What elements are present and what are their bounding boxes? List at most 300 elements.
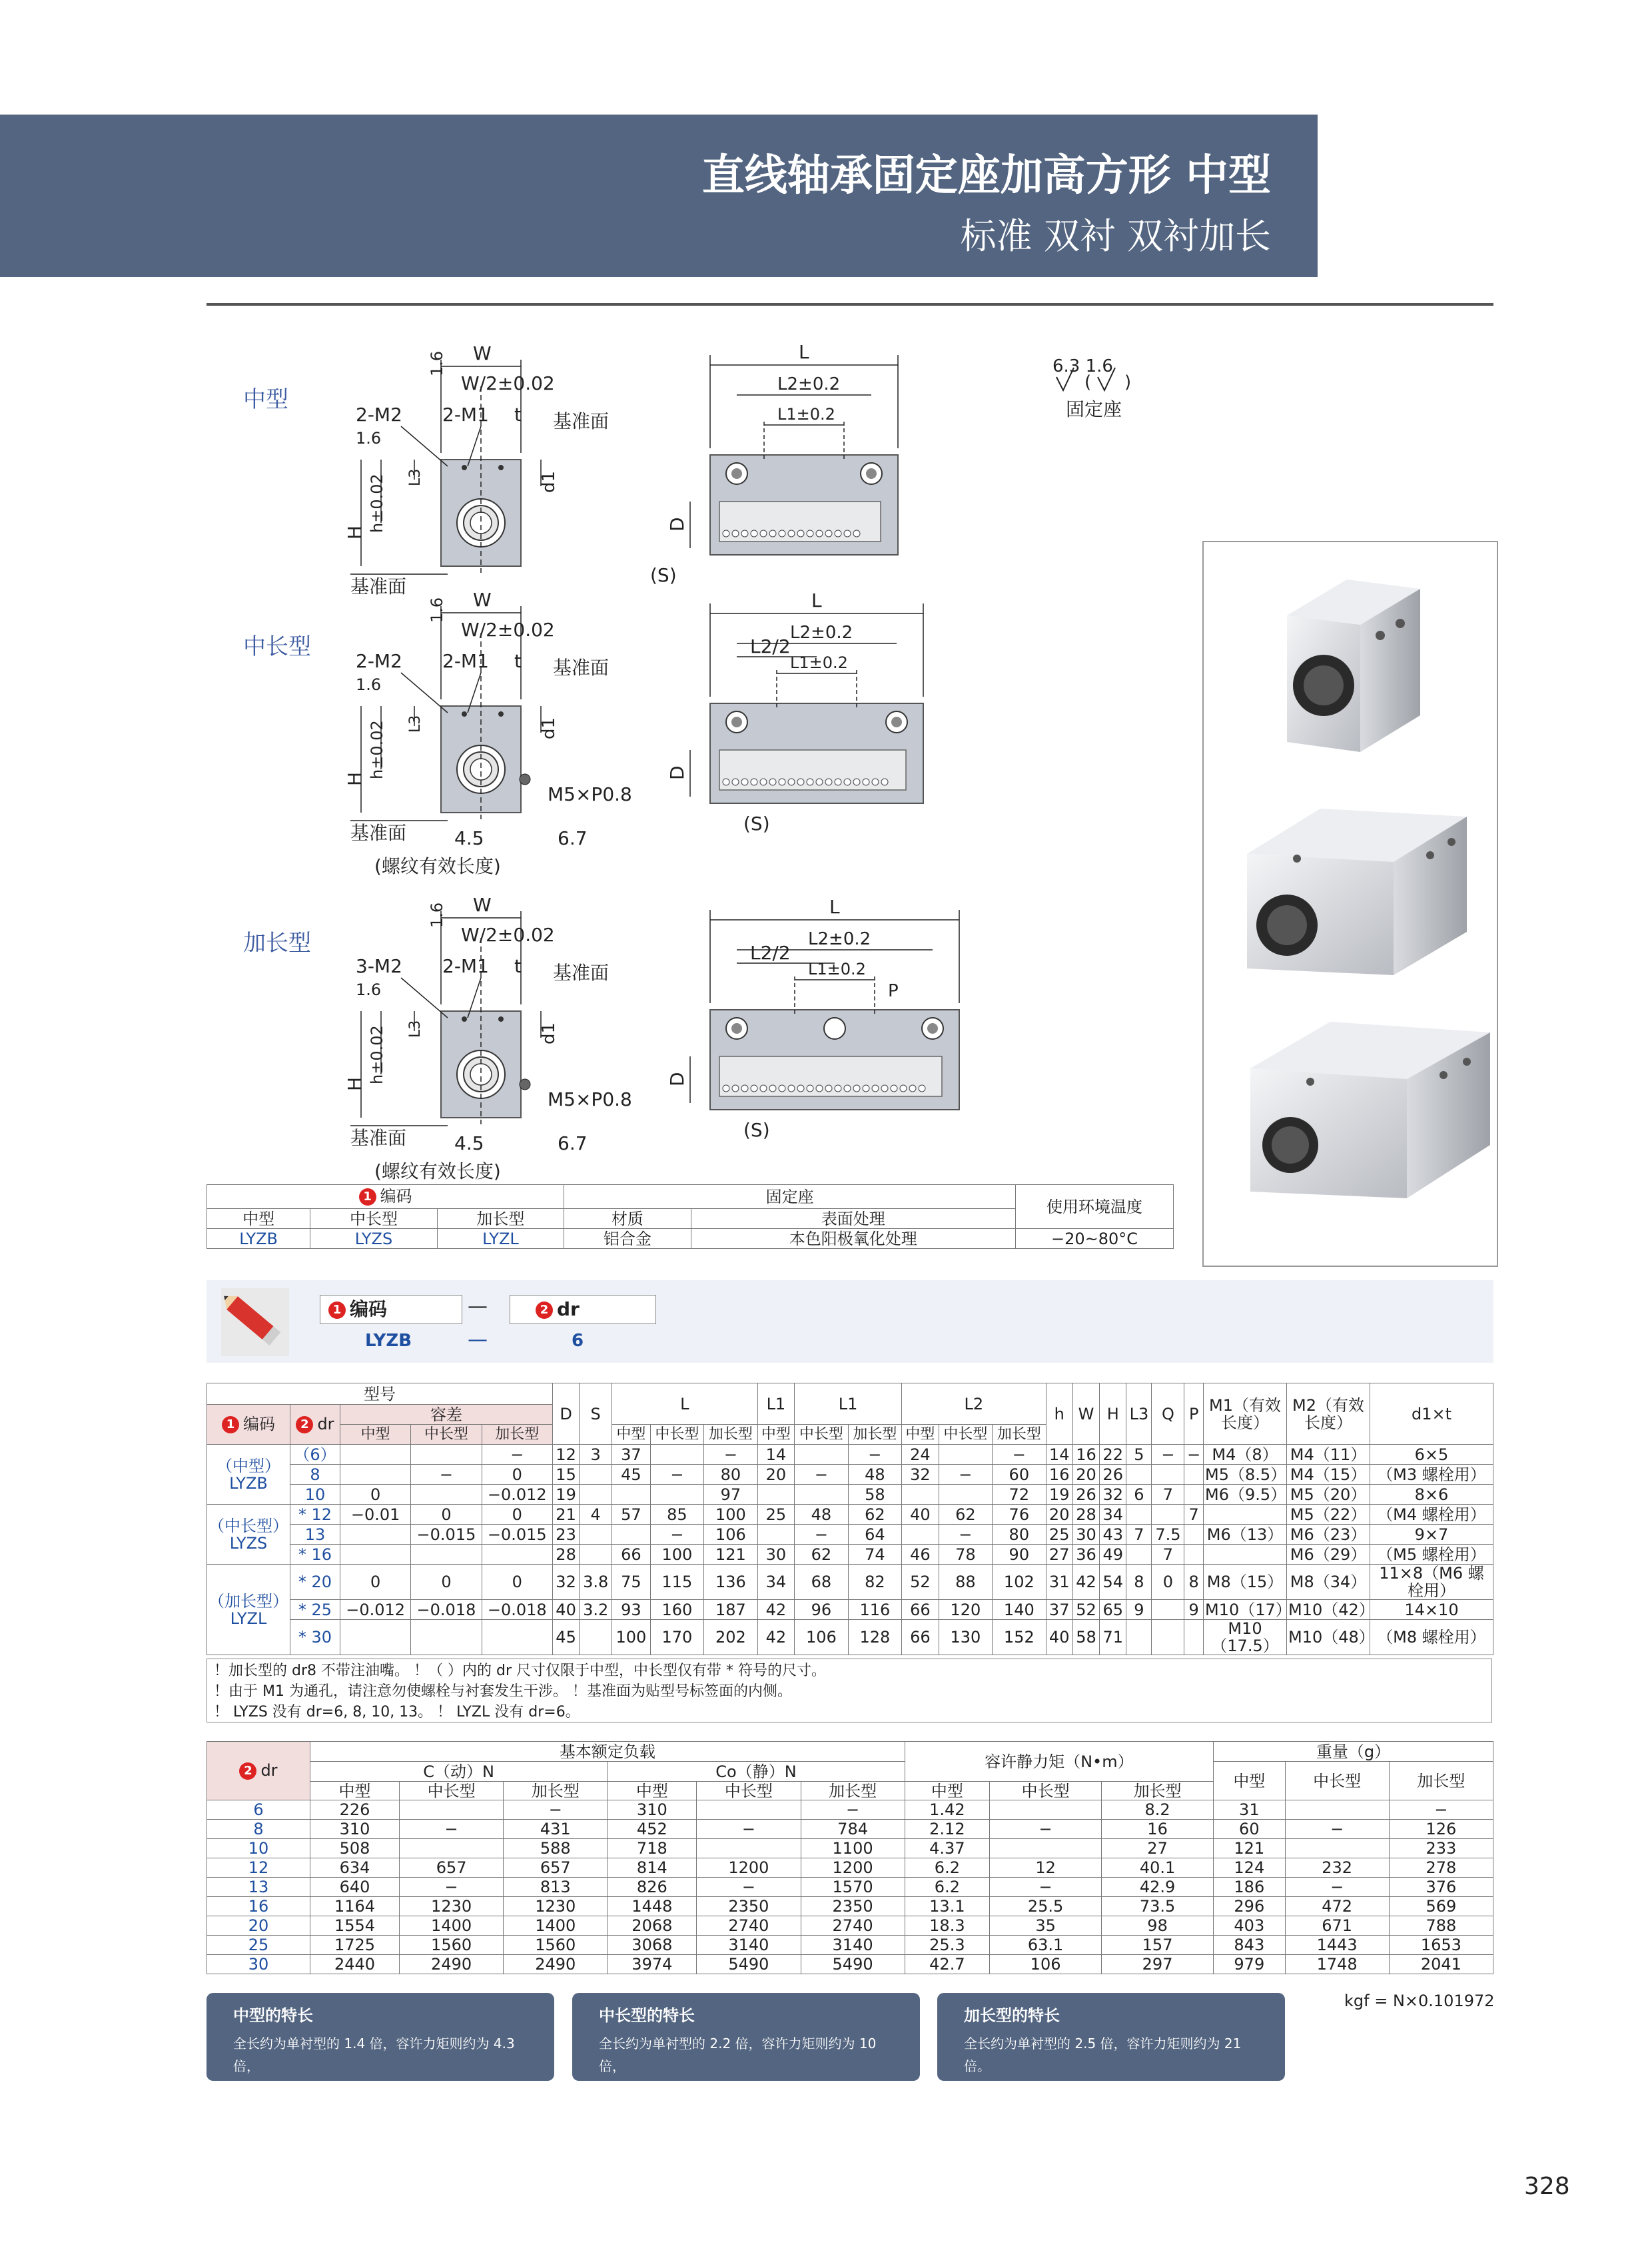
ball: [872, 1085, 879, 1092]
table-cell: （6）: [290, 1445, 340, 1465]
dim-subhead: 中长型: [939, 1425, 992, 1445]
ball: [853, 779, 860, 785]
table-cell: 34: [757, 1565, 795, 1600]
table-cell: −: [848, 1445, 901, 1465]
table-cell: 0: [482, 1565, 552, 1600]
load-subhead: 中型: [905, 1782, 989, 1800]
spec-cell: −20~80°C: [1016, 1229, 1174, 1249]
feature-title: 加长型的特长: [964, 2006, 1060, 2025]
pencil-icon: [218, 1286, 292, 1359]
table-cell: [340, 1465, 411, 1485]
bolt-hole: [731, 1023, 742, 1034]
product-photos: [1204, 542, 1497, 1266]
table-cell: 80: [704, 1465, 757, 1485]
table-cell: 121: [704, 1545, 757, 1565]
table-cell: −: [697, 1878, 801, 1897]
table-cell: 23: [552, 1525, 579, 1545]
table-cell: 45: [612, 1465, 651, 1485]
table-cell: 6.2: [905, 1858, 989, 1878]
table-cell: 1560: [504, 1936, 608, 1955]
table-cell: 296: [1214, 1897, 1285, 1916]
table-cell: 0: [340, 1485, 411, 1505]
table-cell: 20: [207, 1916, 310, 1936]
table-row: [207, 1820, 1493, 1839]
hole-mark: [462, 465, 467, 470]
table-cell: [1184, 1465, 1204, 1485]
table-cell: [400, 1839, 504, 1858]
table-cell: 106: [795, 1620, 848, 1655]
table-cell: −: [1285, 1878, 1389, 1897]
table-cell: 64: [848, 1525, 901, 1545]
table-cell: （M8 螺栓用）: [1370, 1620, 1493, 1655]
ball: [835, 779, 841, 785]
table-cell: 170: [650, 1620, 703, 1655]
table-cell: 60: [1214, 1820, 1285, 1839]
table-cell: 5: [1126, 1445, 1152, 1465]
table-cell: [580, 1465, 612, 1485]
ball: [900, 1085, 907, 1092]
dim-line: [468, 426, 481, 466]
load-subhead: 中长型: [697, 1782, 801, 1800]
table-cell: 42.9: [1102, 1878, 1214, 1897]
table-cell: 826: [608, 1878, 697, 1897]
group-label: （中型） LYZB: [207, 1445, 290, 1505]
table-cell: 48: [795, 1505, 848, 1525]
ball: [891, 1085, 897, 1092]
table-cell: * 20: [290, 1565, 340, 1600]
table-row: [207, 1620, 1493, 1655]
table-cell: 0: [482, 1505, 552, 1525]
table-cell: 979: [1214, 1955, 1285, 1974]
ball: [863, 1085, 869, 1092]
load-subhead: 加长型: [1389, 1762, 1493, 1800]
table-cell: 813: [504, 1878, 608, 1897]
ball: [788, 779, 795, 785]
table-cell: −0.018: [411, 1600, 482, 1620]
feature-text: 全长约为单衬型的 2.2 倍，容许力矩则约为 10 倍，: [599, 2036, 877, 2074]
table-cell: M5（8.5）: [1204, 1465, 1287, 1485]
dim-label: H: [344, 771, 366, 786]
table-cell: 106: [990, 1955, 1102, 1974]
ball: [751, 530, 757, 537]
dim-label: h±0.02: [368, 474, 386, 533]
table-cell: 30: [757, 1545, 795, 1565]
ball: [769, 1085, 776, 1092]
dim-label: W/2±0.02: [461, 619, 555, 641]
table-cell: [340, 1445, 411, 1465]
table-cell: 2.12: [905, 1820, 989, 1839]
table-cell: [939, 1445, 992, 1465]
table-cell: 25: [1046, 1525, 1072, 1545]
dim-label: L3: [407, 468, 424, 486]
table-cell: 1200: [697, 1858, 801, 1878]
table-cell: 8: [290, 1465, 340, 1485]
table-cell: 19: [1046, 1485, 1072, 1505]
table-row: [207, 1485, 1493, 1505]
table-cell: 72: [993, 1485, 1046, 1505]
feature-text: 全长约为单衬型的 2.5 倍，容许力矩则约为 21 倍。: [964, 2036, 1242, 2074]
ball: [807, 530, 813, 537]
table-cell: 8×6: [1370, 1485, 1493, 1505]
dim-subhead: 中长型: [650, 1425, 703, 1445]
dim-head-model: 型号: [207, 1383, 553, 1405]
ball: [919, 1085, 925, 1092]
dim-line: [468, 978, 481, 1018]
ball: [760, 1085, 767, 1092]
dim-subhead: 中长型: [795, 1425, 848, 1445]
load-subhead: 中型: [1214, 1762, 1285, 1800]
ball: [769, 779, 776, 785]
side-view-block: [710, 1010, 959, 1110]
dim-label: h±0.02: [368, 1025, 386, 1084]
hole-mark: [498, 465, 504, 470]
ref-surface-label: 基准面: [553, 410, 610, 432]
ball: [909, 1085, 916, 1092]
table-cell: 124: [1214, 1858, 1285, 1878]
table-cell: 232: [1285, 1858, 1389, 1878]
table-cell: 63.1: [990, 1936, 1102, 1955]
table-cell: 5490: [801, 1955, 905, 1974]
table-cell: [340, 1620, 411, 1655]
table-cell: 233: [1389, 1839, 1493, 1858]
table-cell: [650, 1485, 703, 1505]
table-cell: 2068: [608, 1916, 697, 1936]
table-cell: 45: [552, 1620, 579, 1655]
table-cell: [580, 1485, 612, 1505]
table-cell: 8: [207, 1820, 310, 1839]
table-cell: 27: [1046, 1545, 1072, 1565]
dim-subhead: 中型: [340, 1425, 411, 1445]
table-cell: 1653: [1389, 1936, 1493, 1955]
spec-env-header: 使用环境温度: [1016, 1185, 1174, 1229]
table-cell: 4.37: [905, 1839, 989, 1858]
table-cell: M10（42）: [1287, 1600, 1370, 1620]
feature-text: 全长约为单衬型的 1.4 倍，容许力矩则约为 4.3 倍，: [233, 2036, 515, 2074]
load-subhead: 中型: [608, 1782, 697, 1800]
ball: [779, 530, 785, 537]
table-cell: 140: [993, 1600, 1046, 1620]
table-row: [207, 1839, 1493, 1858]
bore-inner: [464, 752, 498, 787]
dim-label: D: [666, 765, 688, 780]
table-cell: M5（22）: [1287, 1505, 1370, 1525]
table-cell: 40.1: [1102, 1858, 1214, 1878]
table-cell: −0.015: [411, 1525, 482, 1545]
dim-head-W: W: [1072, 1383, 1099, 1445]
table-row: [207, 1936, 1493, 1955]
order-code-box: 1 编码: [320, 1295, 462, 1324]
s-label: (S): [650, 564, 677, 586]
feature-text: 最适于无加长型空间时使用。: [599, 2081, 772, 2097]
dim-label: D: [666, 517, 688, 532]
spec-col: 材质: [564, 1209, 691, 1229]
spec-col: 表面处理: [691, 1209, 1015, 1229]
dim-head-L2: L2: [902, 1383, 1046, 1425]
table-cell: 0: [411, 1505, 482, 1525]
table-cell: −: [1285, 1820, 1389, 1839]
table-cell: 10: [207, 1839, 310, 1858]
load-table: [206, 1741, 1493, 1974]
table-cell: 9: [1184, 1600, 1204, 1620]
table-cell: −: [650, 1525, 703, 1545]
surface-roughness-note: [1046, 353, 1152, 420]
table-cell: 12: [990, 1858, 1102, 1878]
table-cell: 31: [1046, 1565, 1072, 1600]
dim-label: W/2±0.02: [461, 924, 555, 946]
roughness-label: 1.6: [356, 429, 382, 448]
ball: [816, 530, 823, 537]
table-cell: −: [1389, 1800, 1493, 1820]
dim-label: L: [799, 341, 809, 363]
note-line: ！加长型的 dr8 不带注油嘴。 ！（ ）内的 dr 尺寸仅限于中型，中长型仅有带 * 符号的尺寸。: [214, 1663, 826, 1679]
table-cell: [1285, 1800, 1389, 1820]
table-cell: 32: [1100, 1485, 1126, 1505]
dim-head-L3: L3: [1126, 1383, 1152, 1445]
badge-1: 1: [328, 1302, 346, 1319]
bore-outer: [457, 745, 505, 793]
kgf-note: kgf = N×0.101972: [1344, 1992, 1495, 2010]
table-cell: [612, 1525, 651, 1545]
table-row: [207, 1525, 1493, 1545]
ball: [844, 779, 851, 785]
table-row: [207, 1465, 1493, 1485]
table-cell: 431: [504, 1820, 608, 1839]
table-cell: 25: [757, 1505, 795, 1525]
roughness-label: 1.6: [356, 980, 382, 999]
table-cell: 30: [207, 1955, 310, 1974]
table-cell: 98: [1102, 1916, 1214, 1936]
table-cell: 12: [207, 1858, 310, 1878]
table-cell: 30: [1072, 1525, 1099, 1545]
dim-label: L3: [407, 715, 424, 733]
spec-code-header: 1 编码: [207, 1185, 564, 1209]
table-cell: [580, 1525, 612, 1545]
table-cell: −: [939, 1465, 992, 1485]
dim-head-P: P: [1184, 1383, 1204, 1445]
table-cell: 93: [612, 1600, 651, 1620]
table-cell: 16: [207, 1897, 310, 1916]
bushing-section: [719, 502, 881, 542]
table-cell: −: [411, 1465, 482, 1485]
ball: [797, 530, 804, 537]
table-cell: 843: [1214, 1936, 1285, 1955]
table-cell: 34: [1100, 1505, 1126, 1525]
table-cell: [990, 1800, 1102, 1820]
dim-head-D: D: [552, 1383, 579, 1445]
ball: [723, 1085, 729, 1092]
table-cell: 85: [650, 1505, 703, 1525]
table-cell: 3068: [608, 1936, 697, 1955]
type-label-medium-long: 中长型: [243, 633, 311, 660]
table-cell: 90: [993, 1545, 1046, 1565]
table-cell: −: [795, 1525, 848, 1545]
table-cell: 97: [704, 1485, 757, 1505]
dim-head-S: S: [580, 1383, 612, 1445]
table-cell: 43: [1100, 1525, 1126, 1545]
dim-label: 6.7: [558, 1132, 588, 1154]
load-subhead: 中长型: [1285, 1762, 1389, 1800]
table-cell: [340, 1525, 411, 1545]
table-cell: [411, 1545, 482, 1565]
dim-subhead: 中长型: [411, 1425, 482, 1445]
table-cell: [1184, 1545, 1204, 1565]
order-dash: —: [468, 1295, 488, 1318]
ball: [732, 1085, 739, 1092]
dim-label: 6.7: [558, 827, 588, 849]
dim-subhead: 加长型: [482, 1425, 552, 1445]
ball: [723, 779, 729, 785]
table-cell: 1725: [310, 1936, 400, 1955]
table-cell: 24: [902, 1445, 939, 1465]
table-cell: [580, 1545, 612, 1565]
table-cell: 376: [1389, 1878, 1493, 1897]
table-cell: 1443: [1285, 1936, 1389, 1955]
table-cell: −: [400, 1878, 504, 1897]
table-cell: M6（29）: [1287, 1545, 1370, 1565]
table-cell: 78: [939, 1545, 992, 1565]
table-cell: 2490: [504, 1955, 608, 1974]
table-cell: 3974: [608, 1955, 697, 1974]
table-cell: 2740: [697, 1916, 801, 1936]
table-cell: −0.012: [482, 1485, 552, 1505]
table-cell: （M5 螺栓用）: [1370, 1545, 1493, 1565]
dim-label: P: [888, 981, 899, 1001]
bore-shaft: [470, 1064, 492, 1085]
dim-label: L: [811, 589, 822, 611]
dim-line: [401, 426, 448, 466]
table-cell: −0.018: [482, 1600, 552, 1620]
table-cell: 403: [1214, 1916, 1285, 1936]
tap-label: M5×P0.8: [548, 1088, 632, 1110]
table-cell: 10: [290, 1485, 340, 1505]
table-cell: 52: [1072, 1600, 1099, 1620]
table-cell: 1230: [504, 1897, 608, 1916]
load-head-load: 基本额定负载: [310, 1742, 905, 1762]
order-dr-box: 2 dr: [510, 1295, 656, 1324]
load-head-Co: Co（静）N: [608, 1762, 905, 1782]
table-row: [207, 1955, 1493, 1974]
bolt-hole: [824, 1018, 845, 1039]
dim-head-tol: 容差: [340, 1405, 553, 1425]
dim-label: D: [666, 1072, 688, 1086]
load-subhead: 中长型: [990, 1782, 1102, 1800]
table-cell: M5（20）: [1287, 1485, 1370, 1505]
table-cell: 42.7: [905, 1955, 989, 1974]
ball: [751, 1085, 757, 1092]
table-cell: [697, 1800, 801, 1820]
table-cell: 11×8（M6 螺栓用）: [1370, 1565, 1493, 1600]
ball: [807, 779, 813, 785]
dim-label: L2±0.2: [777, 374, 841, 394]
table-cell: 88: [939, 1565, 992, 1600]
ball: [797, 1085, 804, 1092]
page-title: 直线轴承固定座加高方形 中型: [701, 151, 1271, 200]
table-cell: 0: [482, 1465, 552, 1485]
load-subhead: 中长型: [400, 1782, 504, 1800]
table-cell: 27: [1102, 1839, 1214, 1858]
table-row: [207, 1545, 1493, 1565]
bolt-hole: [861, 463, 882, 484]
table-cell: −: [801, 1800, 905, 1820]
dim-subhead: 加长型: [993, 1425, 1046, 1445]
table-cell: −: [504, 1800, 608, 1820]
table-cell: 187: [704, 1600, 757, 1620]
order-example-code: LYZB: [365, 1331, 412, 1351]
table-cell: 19: [552, 1485, 579, 1505]
table-cell: −: [650, 1465, 703, 1485]
table-cell: 310: [608, 1800, 697, 1820]
table-cell: −: [990, 1820, 1102, 1839]
table-cell: 37: [1046, 1600, 1072, 1620]
bushing-section: [719, 1056, 942, 1096]
dim-label: L1±0.2: [777, 405, 835, 424]
table-cell: [482, 1545, 552, 1565]
table-cell: 16: [1102, 1820, 1214, 1839]
table-cell: 32: [552, 1565, 579, 1600]
table-cell: 18.3: [905, 1916, 989, 1936]
header-banner: [0, 115, 1318, 277]
table-cell: 130: [939, 1620, 992, 1655]
table-cell: 25.5: [990, 1897, 1102, 1916]
table-cell: 1748: [1285, 1955, 1389, 1974]
bolt-hole: [891, 717, 902, 727]
roughness-label: 1.6: [428, 350, 446, 376]
table-cell: 16: [1072, 1445, 1099, 1465]
table-cell: 66: [902, 1600, 939, 1620]
ball: [825, 530, 832, 537]
table-cell: −0.01: [340, 1505, 411, 1525]
dim-label: t: [514, 404, 522, 426]
ball: [741, 779, 748, 785]
spec-col: 中型: [207, 1209, 310, 1229]
ball: [853, 530, 860, 537]
table-cell: M6（9.5）: [1204, 1485, 1287, 1505]
ball: [723, 530, 729, 537]
dim-label: H: [344, 525, 366, 540]
dim-label: 2-M1: [442, 404, 489, 426]
dimension-table: [206, 1383, 1493, 1655]
bolt-hole: [886, 711, 907, 733]
table-cell: 68: [795, 1565, 848, 1600]
table-cell: 71: [1100, 1620, 1126, 1655]
spec-col: 中长型: [310, 1209, 437, 1229]
table-cell: −: [990, 1878, 1102, 1897]
bolt-hole: [731, 468, 742, 479]
type-label-long: 加长型: [243, 930, 311, 956]
dim-label: L1±0.2: [808, 960, 866, 978]
front-view-block: [441, 460, 521, 566]
table-cell: 20: [757, 1465, 795, 1485]
spec-cell: LYZL: [437, 1229, 564, 1249]
table-cell: 13.1: [905, 1897, 989, 1916]
table-cell: 57: [612, 1505, 651, 1525]
load-head-weight: 重量（g）: [1214, 1742, 1493, 1762]
dim-subhead: 中型: [612, 1425, 651, 1445]
feature-box-long: [937, 1993, 1285, 2081]
ball: [825, 1085, 832, 1092]
dim-label: 2-M2: [356, 404, 402, 426]
dim-head-h: h: [1046, 1383, 1072, 1445]
table-cell: 2740: [801, 1916, 905, 1936]
table-cell: 15: [552, 1465, 579, 1485]
table-cell: 126: [1389, 1820, 1493, 1839]
table-cell: [411, 1485, 482, 1505]
table-cell: 26: [1100, 1465, 1126, 1485]
table-cell: 16: [1046, 1465, 1072, 1485]
table-row: [207, 1878, 1493, 1897]
dim-label: 3-M2: [356, 955, 402, 977]
table-cell: [482, 1620, 552, 1655]
